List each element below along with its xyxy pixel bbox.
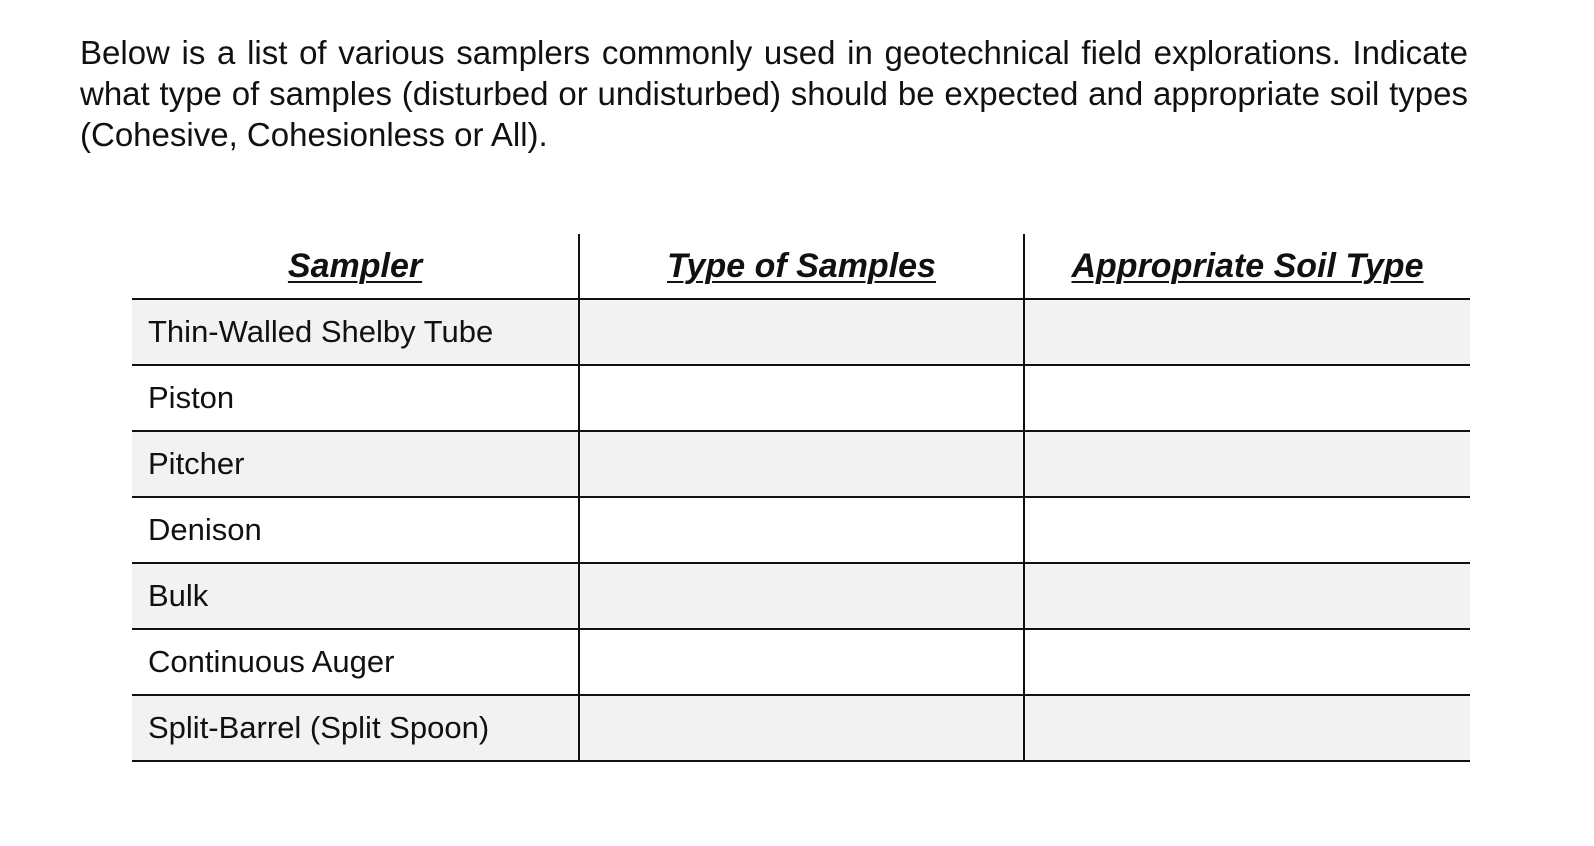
soil-type-cell[interactable]	[1024, 695, 1470, 761]
type-of-samples-cell[interactable]	[579, 299, 1024, 365]
sampler-name: Bulk	[132, 563, 579, 629]
sampler-name: Split-Barrel (Split Spoon)	[132, 695, 579, 761]
soil-type-cell[interactable]	[1024, 299, 1470, 365]
type-of-samples-cell[interactable]	[579, 431, 1024, 497]
header-sampler: Sampler	[132, 234, 579, 299]
type-of-samples-cell[interactable]	[579, 365, 1024, 431]
soil-type-cell[interactable]	[1024, 497, 1470, 563]
sampler-name: Thin-Walled Shelby Tube	[132, 299, 579, 365]
header-appropriate-soil-type: Appropriate Soil Type	[1024, 234, 1470, 299]
type-of-samples-cell[interactable]	[579, 695, 1024, 761]
soil-type-cell[interactable]	[1024, 365, 1470, 431]
table-row	[132, 365, 1470, 431]
table-header-row	[132, 234, 1470, 299]
table-row	[132, 497, 1470, 563]
type-of-samples-cell[interactable]	[579, 563, 1024, 629]
table-row	[132, 629, 1470, 695]
sampler-name: Pitcher	[132, 431, 579, 497]
sampler-name: Piston	[132, 365, 579, 431]
soil-type-cell[interactable]	[1024, 629, 1470, 695]
soil-type-cell[interactable]	[1024, 563, 1470, 629]
header-type-of-samples: Type of Samples	[579, 234, 1024, 299]
type-of-samples-cell[interactable]	[579, 497, 1024, 563]
sampler-name: Continuous Auger	[132, 629, 579, 695]
table-row	[132, 431, 1470, 497]
type-of-samples-cell[interactable]	[579, 629, 1024, 695]
sampler-name: Denison	[132, 497, 579, 563]
table-row	[132, 695, 1470, 761]
instructions-paragraph: Below is a list of various samplers commonly used in geotechnical field explorations. Indicate what type of samples (disturbed or undisturbed) should be expected and appropriate soil types (Cohesive, Cohesionless or All).	[80, 34, 1468, 153]
soil-type-cell[interactable]	[1024, 431, 1470, 497]
table-row	[132, 299, 1470, 365]
sampler-table-container	[132, 234, 1470, 762]
table-row	[132, 563, 1470, 629]
sampler-table	[132, 234, 1470, 762]
